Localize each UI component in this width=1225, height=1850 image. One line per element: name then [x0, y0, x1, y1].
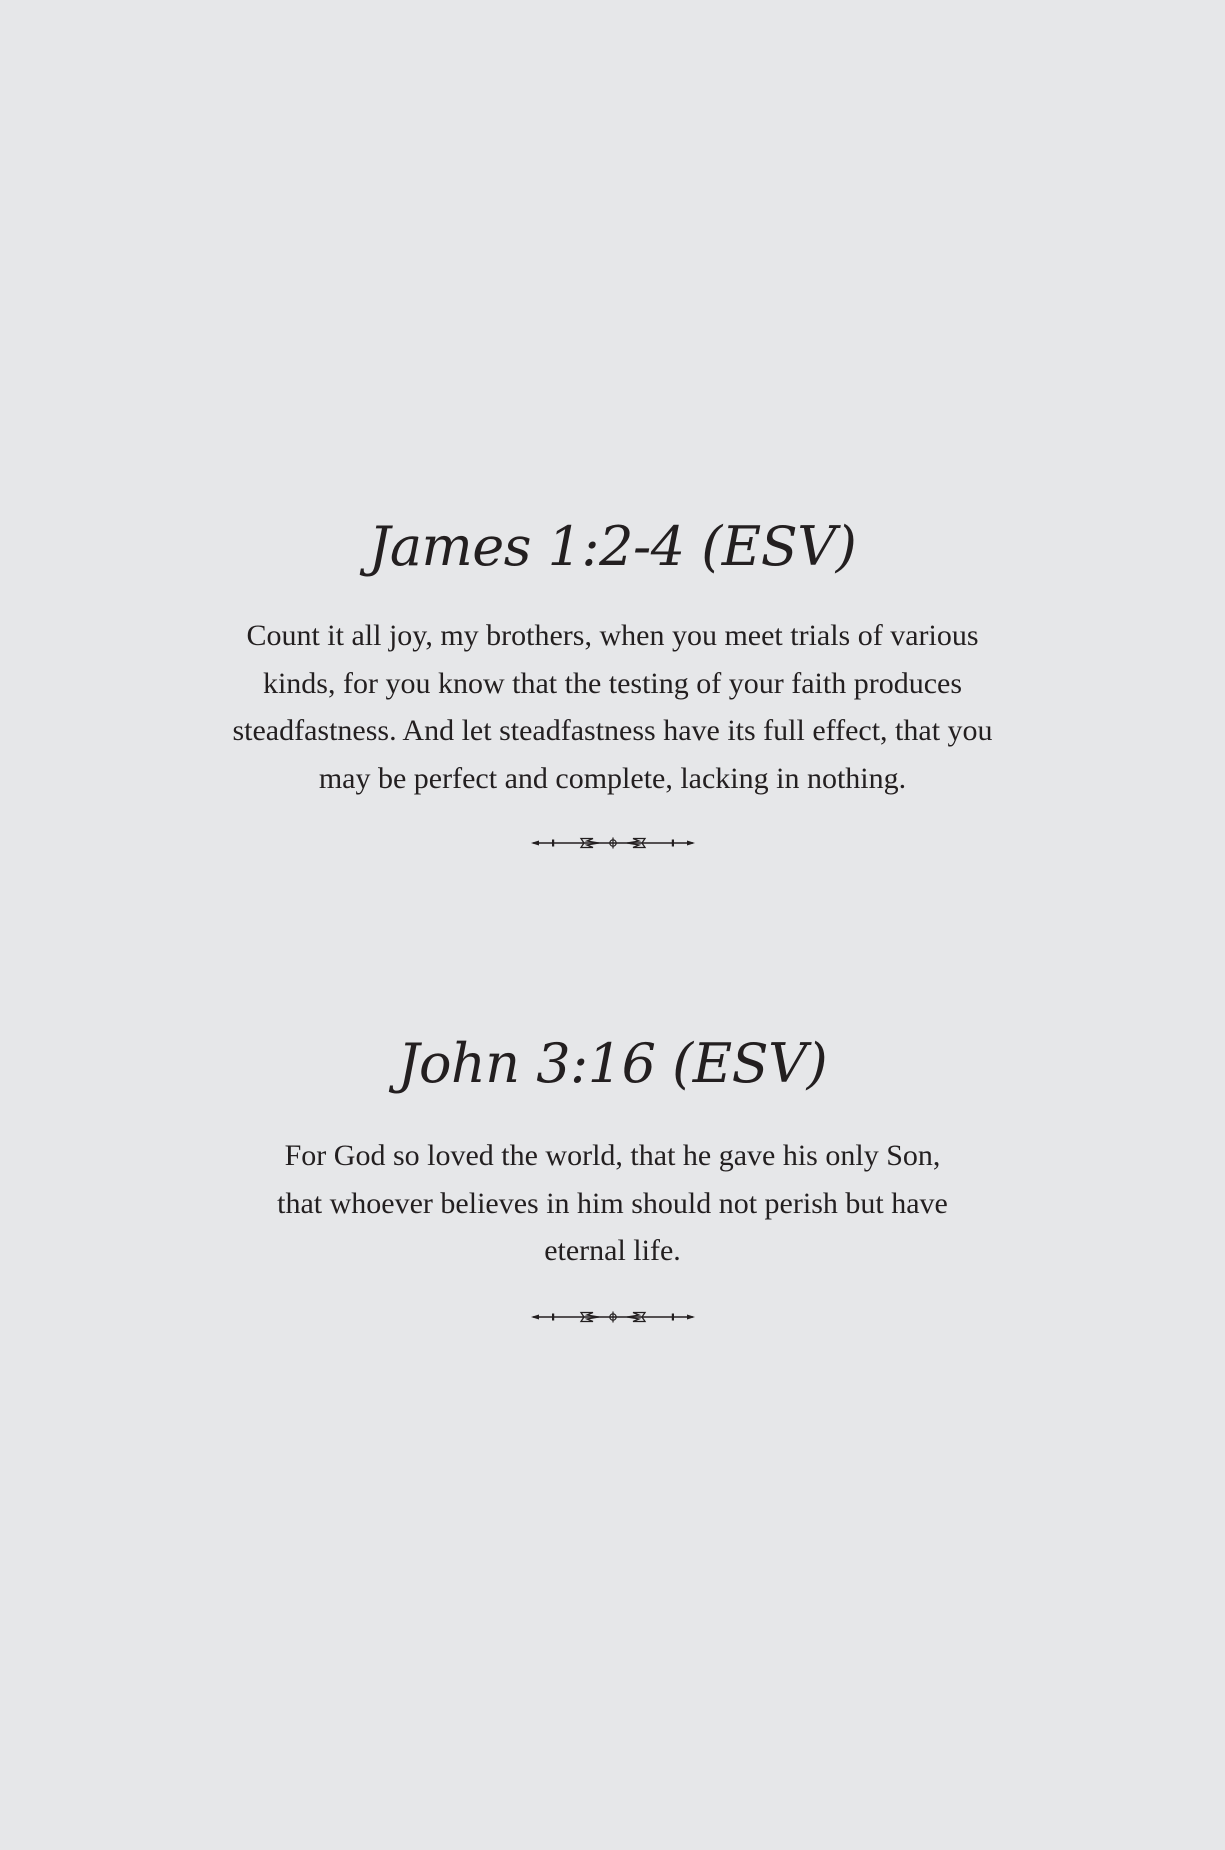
verse-text: Count it all joy, my brothers, when you meet trials of various kinds, for you know that the testing of your faith produces steadfastness. And let steadfastness have its full effect, that you may be perfect and complete, lacking in nothing.: [232, 619, 993, 795]
ornamental-divider-icon: [529, 835, 697, 851]
verse-title: John 3:16 (ESV): [397, 1032, 828, 1095]
ornamental-divider-icon: [529, 1309, 697, 1325]
verse-title: James 1:2-4 (ESV): [368, 515, 857, 578]
verse-block-john: [0, 1029, 1225, 1325]
verse-text: For God so loved the world, that he gave his only Son, that whoever believes in him should not perish but have eternal life.: [277, 1139, 948, 1267]
verse-block-james: [0, 512, 1225, 851]
